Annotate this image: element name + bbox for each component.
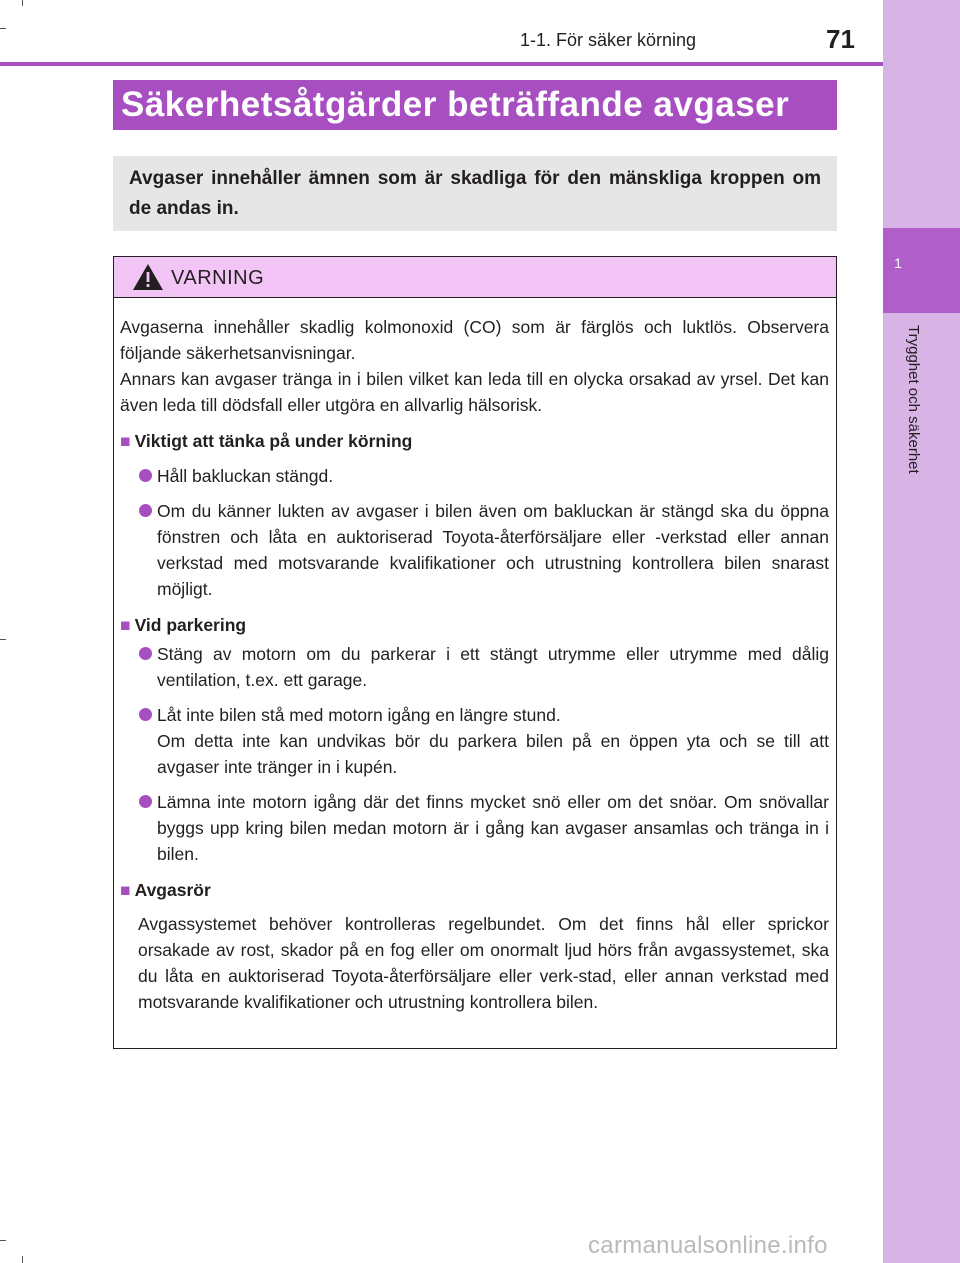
- page-title: Säkerhetsåtgärder beträffande avgaser: [121, 85, 790, 124]
- section-heading: [120, 877, 829, 903]
- section-heading: [120, 612, 829, 638]
- bullet-text: Håll bakluckan stängd.: [157, 466, 334, 486]
- circle-bullet-icon: [139, 647, 152, 660]
- page-title-bar: [113, 80, 837, 130]
- bullet-item: [120, 789, 829, 867]
- crop-mark: [0, 1240, 6, 1241]
- watermark: carmanualsonline.info: [588, 1232, 828, 1259]
- bullet-text: Låt inte bilen stå med motorn igång en längre stund.: [157, 705, 561, 725]
- chapter-label: Trygghet och säkerhet: [905, 325, 922, 474]
- bullet-text: Stäng av motorn om du parkerar i ett stängt utrymme eller utrymme med dålig ventilation, t.ex. ett garage.: [157, 644, 829, 690]
- section-heading-text: Viktigt att tänka på under körning: [134, 431, 413, 451]
- header-rule: [0, 62, 883, 66]
- chapter-side-tab: [883, 0, 960, 1263]
- intro-box: [113, 156, 837, 231]
- bullet-item: [120, 641, 829, 693]
- section-heading: [120, 428, 829, 454]
- square-bullet-icon: ■: [120, 431, 131, 451]
- circle-bullet-icon: [139, 708, 152, 721]
- warning-header: [114, 257, 836, 298]
- bullet-item: [120, 702, 829, 780]
- circle-bullet-icon: [139, 504, 152, 517]
- section-heading-text: Avgasrör: [134, 880, 211, 900]
- square-bullet-icon: ■: [120, 880, 131, 900]
- running-header: 1-1. För säker körning: [520, 30, 697, 50]
- warning-intro-2: Annars kan avgaser tränga in i bilen vilket kan leda till en olycka orsakad av yrsel. Det kan även leda till dödsfall eller utgöra en allvarlig hälsorisk.: [120, 369, 829, 415]
- crop-mark: [22, 1256, 23, 1263]
- warning-triangle-icon: [132, 263, 164, 291]
- square-bullet-icon: ■: [120, 615, 131, 635]
- warning-body: [120, 314, 829, 1015]
- circle-bullet-icon: [139, 469, 152, 482]
- section-heading-text: Vid parkering: [134, 615, 247, 635]
- bullet-text: Om du känner lukten av avgaser i bilen även om bakluckan är stängd ska du öppna fönstren och låta en auktoriserad Toyota-återförsäljare eller -verkstad eller annan verkstad med motsvarande kvalifikationer och utrustning kontrollera bilen snarast möjligt.: [157, 501, 829, 599]
- crop-mark: [0, 28, 6, 29]
- warning-label: VARNING: [171, 267, 265, 289]
- bullet-item: [120, 463, 829, 489]
- intro-text: Avgaser innehåller ämnen som är skadliga för den mänskliga kroppen om de andas in.: [129, 168, 821, 219]
- page-number: 71: [826, 24, 855, 54]
- warning-box: [113, 256, 837, 1049]
- bullet-item: [120, 498, 829, 602]
- section-text: Avgassystemet behöver kontrolleras regelbundet. Om det finns hål eller sprickor orsakade av rost, skador på en fog eller om onormalt ljud hörs från avgassystemet, ska du låta en auktoriserad Toyota-återförsäljare eller verk-stad, eller annan verkstad med motsvarande kvalifikationer och utrustning kontrollera bilen.: [138, 914, 829, 1012]
- circle-bullet-icon: [139, 795, 152, 808]
- warning-intro-1: Avgaserna innehåller skadlig kolmonoxid (CO) som är färglös och luktlös. Observera följande säkerhetsanvisningar.: [120, 317, 829, 363]
- chapter-number: 1: [894, 255, 902, 271]
- crop-mark: [22, 0, 23, 6]
- bullet-text: Lämna inte motorn igång där det finns mycket snö eller om det snöar. Om snövallar byggs upp kring bilen medan motorn är i gång kan avgaser ansamlas och tränga in i bilen.: [157, 792, 829, 864]
- bullet-text-continued: Om detta inte kan undvikas bör du parkera bilen på en öppen yta och se till att avgaser inte tränger in i kupén.: [157, 731, 829, 777]
- crop-mark: [0, 639, 6, 640]
